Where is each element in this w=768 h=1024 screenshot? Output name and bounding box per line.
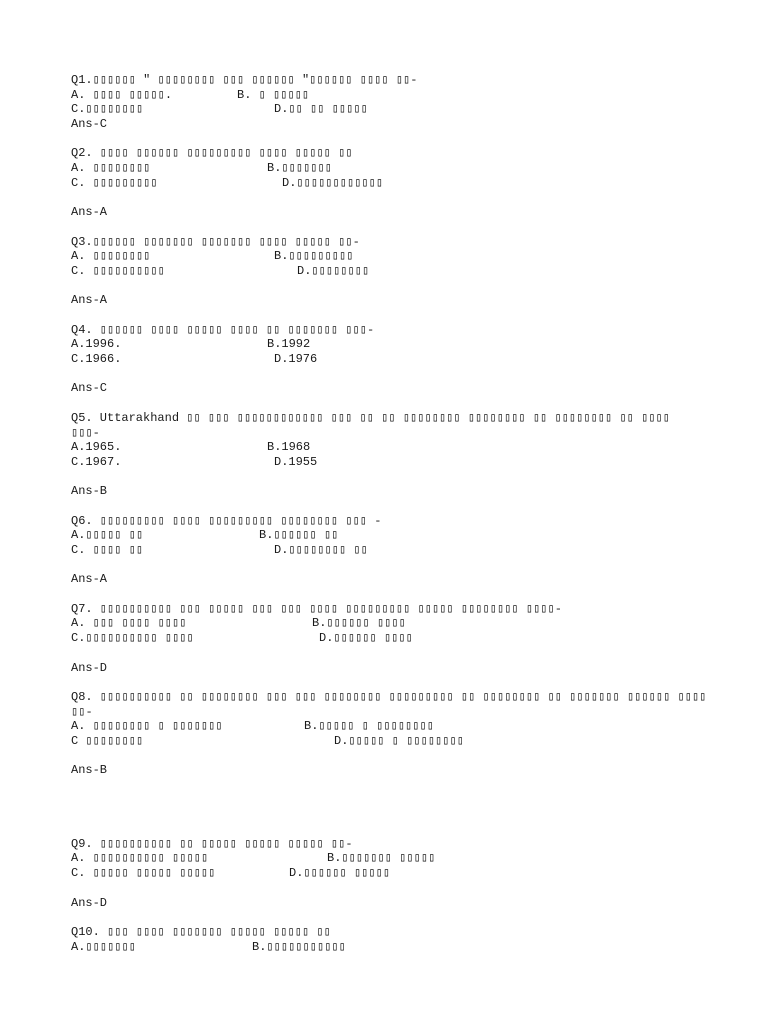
question-9-option-a: A. ▯▯▯▯▯▯▯▯▯▯ ▯▯▯▯▯ xyxy=(71,851,209,866)
question-1-options-cd xyxy=(71,102,711,117)
question-4-option-c: C.1966. xyxy=(71,352,122,367)
question-2-option-a: A. ▯▯▯▯▯▯▯▯ xyxy=(71,161,151,176)
question-9-options-ab xyxy=(71,851,711,866)
question-4-option-a: A.1996. xyxy=(71,337,122,352)
question-7-option-b: B.▯▯▯▯▯▯ ▯▯▯▯ xyxy=(312,616,406,631)
question-4-options-cd xyxy=(71,352,711,367)
question-9-options-cd xyxy=(71,866,711,881)
document-page xyxy=(71,73,711,954)
question-9-answer: Ans-D xyxy=(71,895,108,910)
question-8-text-continued: ▯▯- xyxy=(71,704,93,719)
question-6-options-ab xyxy=(71,528,711,543)
question-3-text: Q3.▯▯▯▯▯▯ ▯▯▯▯▯▯▯ ▯▯▯▯▯▯▯ ▯▯▯▯ ▯▯▯▯▯ ▯▯- xyxy=(71,234,360,249)
question-8-options-ab xyxy=(71,719,711,734)
question-3-options-ab xyxy=(71,249,711,264)
question-9-option-b: B.▯▯▯▯▯▯▯ ▯▯▯▯▯ xyxy=(327,851,436,866)
question-1-text: Q1.▯▯▯▯▯▯ " ▯▯▯▯▯▯▯▯ ▯▯▯ ▯▯▯▯▯▯ "▯▯▯▯▯▯ ▯▯▯▯ ▯▯- xyxy=(71,73,418,87)
question-5-option-c: C.1967. xyxy=(71,454,122,469)
question-2-option-b: B.▯▯▯▯▯▯▯ xyxy=(267,161,332,176)
question-7-text: Q7. ▯▯▯▯▯▯▯▯▯▯ ▯▯▯ ▯▯▯▯▯ ▯▯▯ ▯▯▯ ▯▯▯▯ ▯▯▯▯▯▯▯▯▯ ▯▯▯▯▯ ▯▯▯▯▯▯▯▯ ▯▯▯▯- xyxy=(71,601,562,616)
question-5-option-d: D.1955 xyxy=(274,454,318,469)
question-3-answer: Ans-A xyxy=(71,293,108,308)
question-5-option-b: B.1968 xyxy=(267,440,311,455)
question-1-option-b: B. ▯ ▯▯▯▯▯ xyxy=(237,87,310,102)
question-9-option-d: D.▯▯▯▯▯▯ ▯▯▯▯▯ xyxy=(289,866,391,881)
question-3-option-d: D.▯▯▯▯▯▯▯▯ xyxy=(297,263,370,278)
question-7-answer: Ans-D xyxy=(71,660,108,675)
question-7-option-a: A. ▯▯▯ ▯▯▯▯ ▯▯▯▯ xyxy=(71,616,187,631)
question-4-answer: Ans-C xyxy=(71,381,108,396)
question-4-option-b: B.1992 xyxy=(267,337,311,352)
question-6-options-cd xyxy=(71,543,711,558)
question-1-option-d: D.▯▯ ▯▯ ▯▯▯▯▯ xyxy=(274,102,368,117)
question-2-option-c: C. ▯▯▯▯▯▯▯▯▯ xyxy=(71,175,158,190)
question-7-option-d: D.▯▯▯▯▯▯ ▯▯▯▯ xyxy=(319,631,413,646)
question-9-text: Q9. ▯▯▯▯▯▯▯▯▯▯ ▯▯ ▯▯▯▯▯ ▯▯▯▯▯ ▯▯▯▯▯ ▯▯- xyxy=(71,836,353,851)
question-4-text: Q4. ▯▯▯▯▯▯ ▯▯▯▯ ▯▯▯▯▯ ▯▯▯▯ ▯▯ ▯▯▯▯▯▯▯ ▯▯▯- xyxy=(71,322,375,337)
question-8-option-d: D.▯▯▯▯▯ ▯ ▯▯▯▯▯▯▯▯ xyxy=(334,733,464,748)
question-1-option-a: A. ▯▯▯▯ ▯▯▯▯▯. xyxy=(71,87,173,102)
question-7-options-cd xyxy=(71,631,711,646)
question-8-answer: Ans-B xyxy=(71,763,108,778)
question-5-options-ab xyxy=(71,440,711,455)
question-10-option-a: A.▯▯▯▯▯▯▯ xyxy=(71,939,136,954)
question-5-text-continued: ▯▯▯- xyxy=(71,425,100,440)
question-9-option-c: C. ▯▯▯▯▯ ▯▯▯▯▯ ▯▯▯▯▯ xyxy=(71,866,216,881)
question-2-answer: Ans-A xyxy=(71,205,108,220)
question-8-option-c: C ▯▯▯▯▯▯▯▯ xyxy=(71,733,144,748)
question-6-answer: Ans-A xyxy=(71,572,108,587)
question-8-options-cd xyxy=(71,734,711,749)
question-2-option-d: D.▯▯▯▯▯▯▯▯▯▯▯▯ xyxy=(282,175,384,190)
question-8-option-a: A. ▯▯▯▯▯▯▯▯ ▯ ▯▯▯▯▯▯▯ xyxy=(71,719,223,734)
question-7-options-ab xyxy=(71,616,711,631)
question-1-answer: Ans-C xyxy=(71,117,108,132)
question-1-options-ab xyxy=(71,88,711,103)
question-2-options-cd xyxy=(71,176,711,191)
question-8-option-b: B.▯▯▯▯▯ ▯ ▯▯▯▯▯▯▯▯ xyxy=(304,719,434,734)
question-3-option-c: C. ▯▯▯▯▯▯▯▯▯▯ xyxy=(71,263,165,278)
question-1-option-c: C.▯▯▯▯▯▯▯▯ xyxy=(71,102,144,117)
question-10-text: Q10. ▯▯▯ ▯▯▯▯ ▯▯▯▯▯▯▯ ▯▯▯▯▯ ▯▯▯▯▯ ▯▯ xyxy=(71,924,331,939)
question-6-option-d: D.▯▯▯▯▯▯▯▯ ▯▯ xyxy=(274,543,368,557)
question-2-options-ab xyxy=(71,161,711,176)
question-5-answer: Ans-B xyxy=(71,484,108,499)
question-3-options-cd xyxy=(71,264,711,279)
question-5-text: Q5. Uttarakhand ▯▯ ▯▯▯ ▯▯▯▯▯▯▯▯▯▯▯▯ ▯▯▯ ▯▯ ▯▯ ▯▯▯▯▯▯▯▯ ▯▯▯▯▯▯▯▯ ▯▯ ▯▯▯▯▯▯▯▯ ▯▯ ▯▯▯▯ xyxy=(71,410,671,425)
question-8-text: Q8. ▯▯▯▯▯▯▯▯▯▯ ▯▯ ▯▯▯▯▯▯▯▯ ▯▯▯ ▯▯▯ ▯▯▯▯▯▯▯▯ ▯▯▯▯▯▯▯▯▯ ▯▯ ▯▯▯▯▯▯▯▯ ▯▯ ▯▯▯▯▯▯▯ ▯▯▯▯▯▯ ▯▯▯▯ xyxy=(71,689,707,704)
question-6-option-c: C. ▯▯▯▯ ▯▯ xyxy=(71,543,144,557)
question-10-options-ab xyxy=(71,940,711,955)
question-10-option-b: B.▯▯▯▯▯▯▯▯▯▯▯ xyxy=(252,939,346,954)
question-6-option-a: A.▯▯▯▯▯ ▯▯ xyxy=(71,528,144,543)
question-6-option-b: B.▯▯▯▯▯▯ ▯▯ xyxy=(259,528,339,543)
question-3-option-a: A. ▯▯▯▯▯▯▯▯ xyxy=(71,249,151,264)
question-5-option-a: A.1965. xyxy=(71,440,122,455)
question-4-option-d: D.1976 xyxy=(274,352,318,367)
question-2-text: Q2. ▯▯▯▯ ▯▯▯▯▯▯ ▯▯▯▯▯▯▯▯▯ ▯▯▯▯ ▯▯▯▯▯ ▯▯ xyxy=(71,146,353,161)
question-3-option-b: B.▯▯▯▯▯▯▯▯▯ xyxy=(274,249,354,264)
question-7-option-c: C.▯▯▯▯▯▯▯▯▯▯ ▯▯▯▯ xyxy=(71,631,194,646)
question-4-options-ab xyxy=(71,337,711,352)
question-6-text: Q6. ▯▯▯▯▯▯▯▯▯ ▯▯▯▯ ▯▯▯▯▯▯▯▯▯ ▯▯▯▯▯▯▯▯ ▯▯▯ - xyxy=(71,513,382,528)
question-5-options-cd xyxy=(71,455,711,470)
